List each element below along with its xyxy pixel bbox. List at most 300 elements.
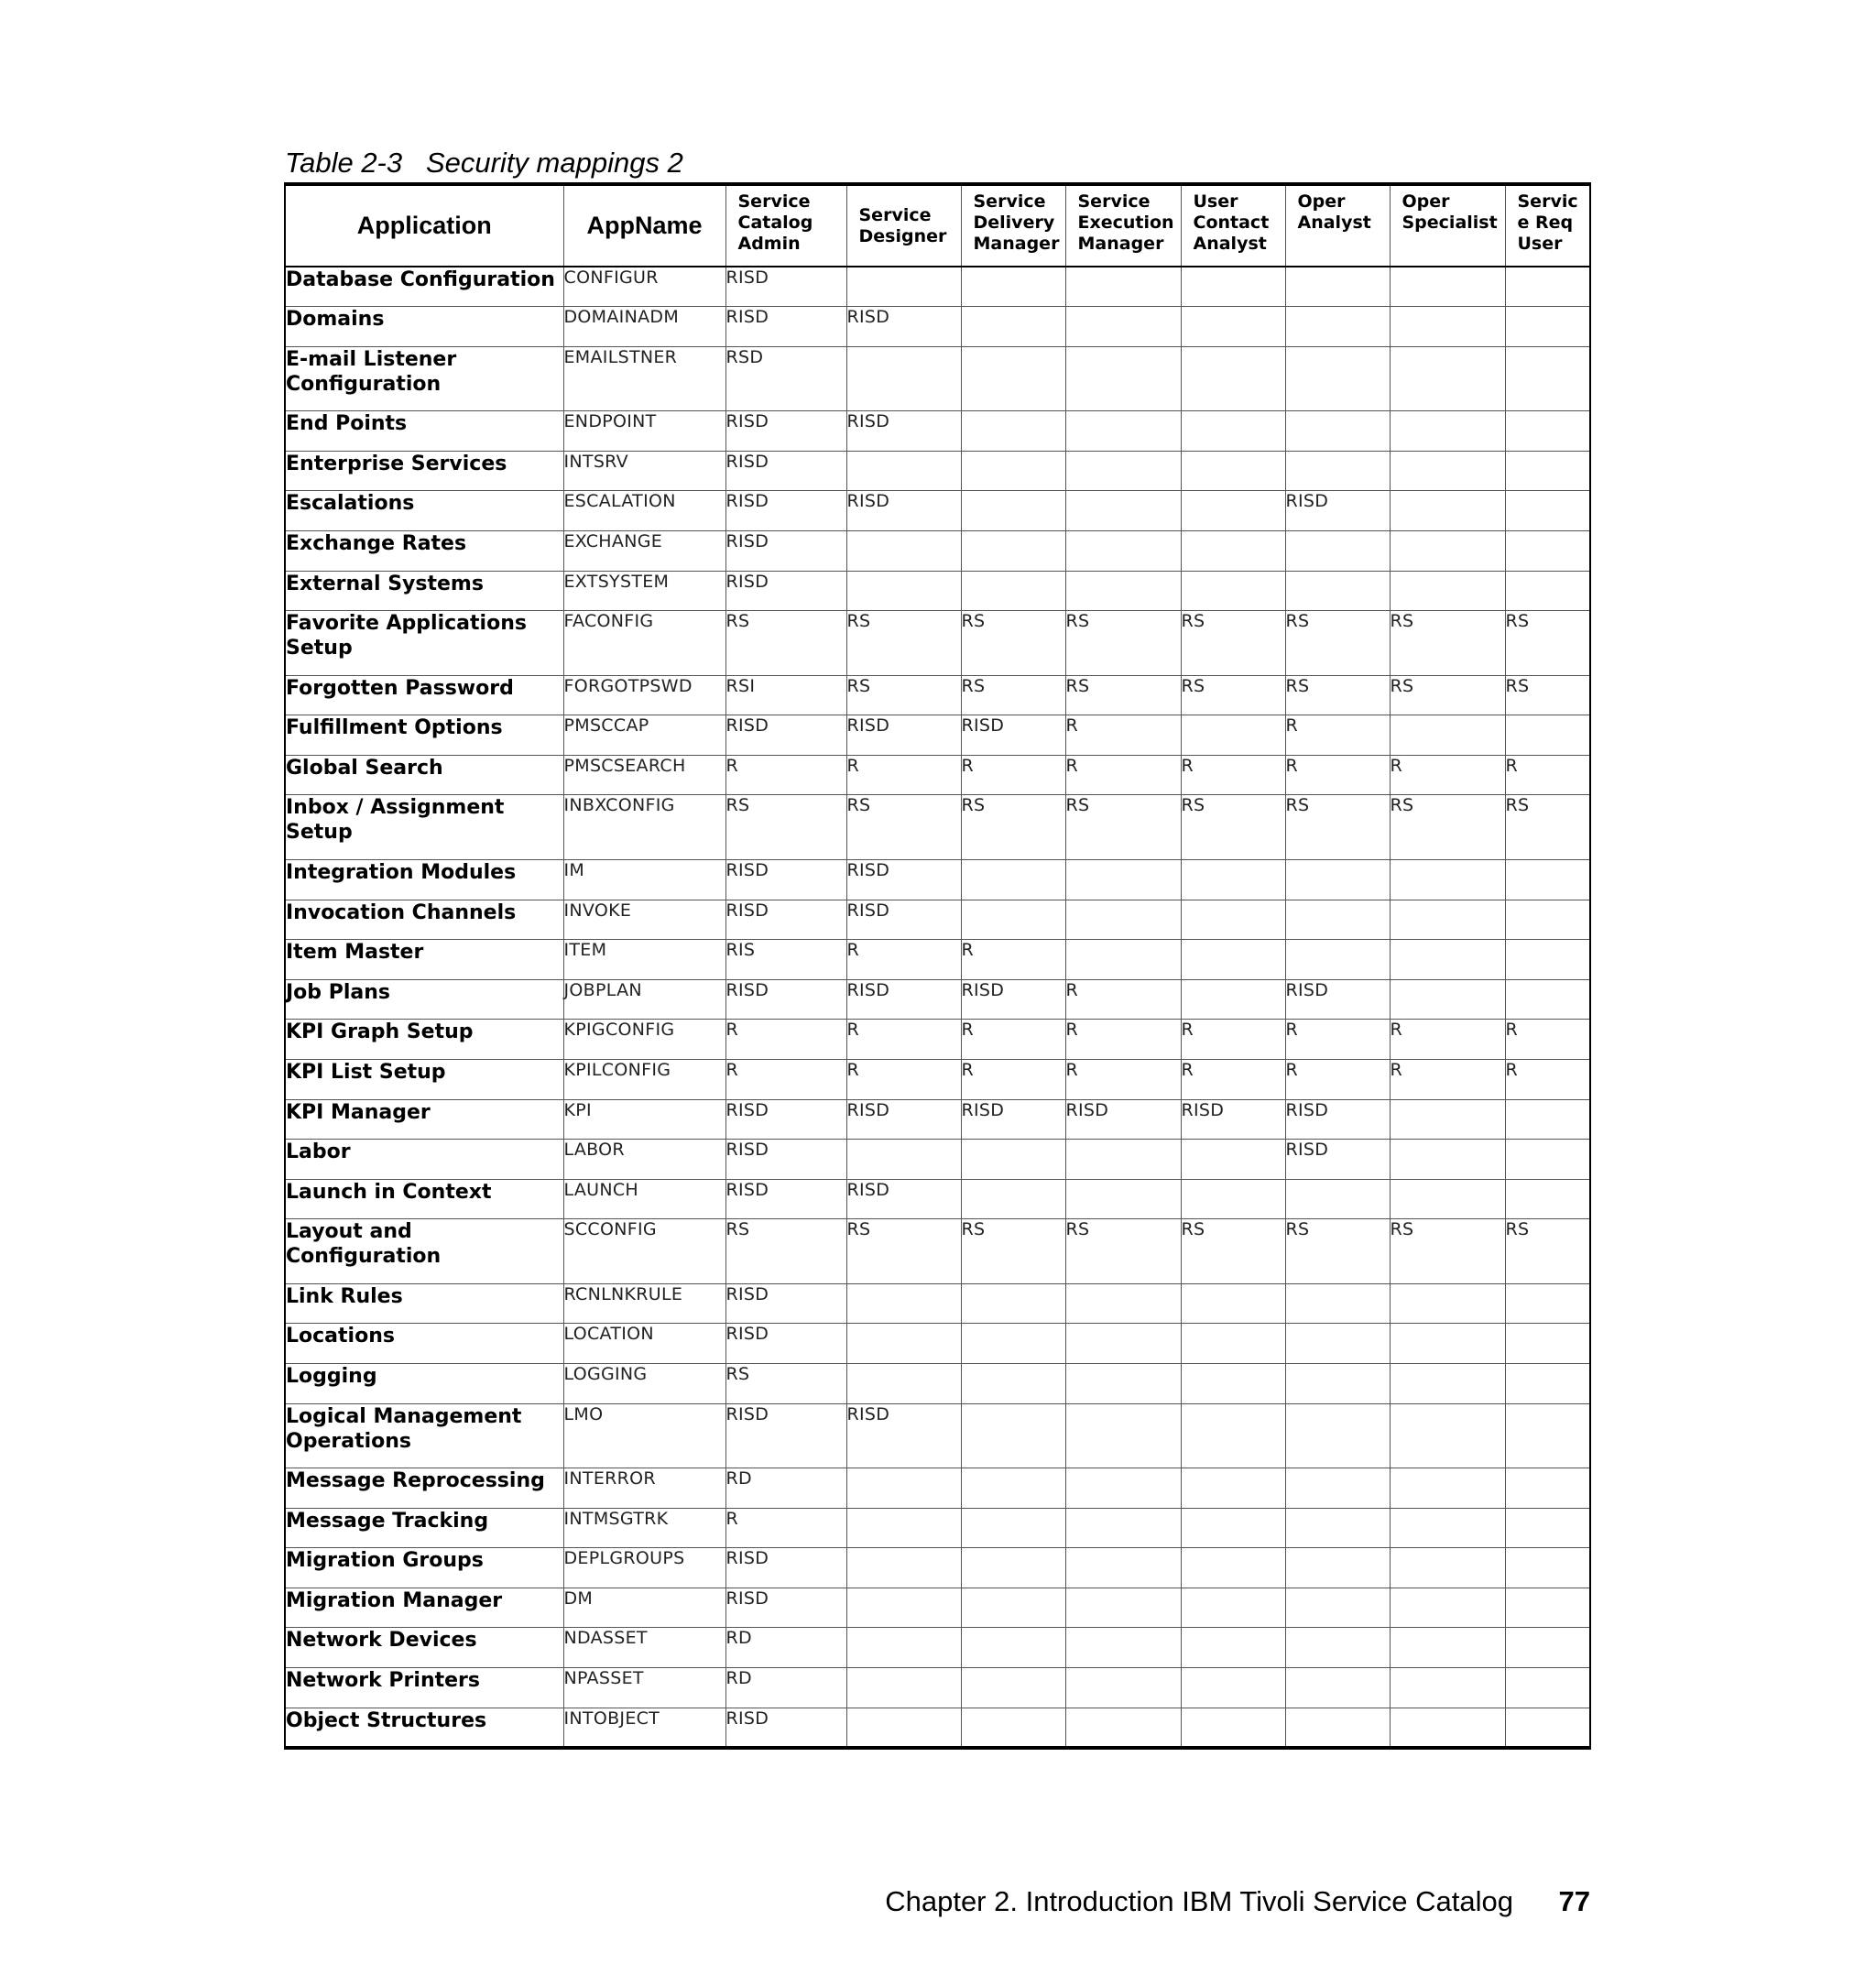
permission-cell (1390, 307, 1505, 347)
appname-cell: INTERROR (563, 1468, 725, 1509)
application-cell: Favorite Applications Setup (285, 611, 563, 676)
appname-cell: ENDPOINT (563, 411, 725, 452)
permission-cell (1505, 346, 1590, 411)
permission-cell: RS (1065, 1219, 1181, 1284)
permission-cell (1505, 859, 1590, 900)
permission-cell: RS (1181, 675, 1285, 715)
permission-cell (846, 1283, 961, 1324)
permission-cell (1065, 1324, 1181, 1364)
application-cell: Enterprise Services (285, 451, 563, 491)
header-service-execution-manager: Service Execution Manager (1065, 184, 1181, 267)
appname-cell: FORGOTPSWD (563, 675, 725, 715)
permission-cell (1505, 491, 1590, 531)
application-cell: Database Configuration (285, 267, 563, 307)
permission-cell (961, 1668, 1065, 1708)
table-row (285, 979, 1590, 1020)
application-cell: Launch in Context (285, 1179, 563, 1219)
permission-cell: R (1505, 755, 1590, 795)
permission-cell (1390, 940, 1505, 980)
permission-cell: RS (1181, 1219, 1285, 1284)
permission-cell (1285, 1628, 1390, 1668)
permission-cell (1285, 1588, 1390, 1628)
permission-cell (961, 411, 1065, 452)
permission-cell (1065, 1179, 1181, 1219)
appname-cell: LMO (563, 1403, 725, 1468)
permission-cell: RISD (725, 411, 846, 452)
permission-cell (1285, 307, 1390, 347)
permission-cell (1390, 1140, 1505, 1180)
permission-cell (1181, 451, 1285, 491)
permission-cell (961, 267, 1065, 307)
permission-cell: RD (725, 1468, 846, 1509)
permission-cell (1505, 1179, 1590, 1219)
permission-cell (846, 451, 961, 491)
permission-cell (961, 530, 1065, 571)
permission-cell: RS (1065, 611, 1181, 676)
permission-cell: RS (1181, 611, 1285, 676)
security-mappings-table (284, 182, 1591, 1750)
permission-cell (1390, 411, 1505, 452)
appname-cell: KPIGCONFIG (563, 1020, 725, 1060)
permission-cell: R (1505, 1020, 1590, 1060)
permission-cell (1065, 346, 1181, 411)
permission-cell: RS (1065, 795, 1181, 860)
permission-cell (1065, 859, 1181, 900)
permission-cell (1065, 1363, 1181, 1403)
permission-cell: RS (1285, 675, 1390, 715)
permission-cell: RISD (725, 979, 846, 1020)
permission-cell (1390, 1099, 1505, 1140)
application-cell: Link Rules (285, 1283, 563, 1324)
permission-cell (1390, 859, 1505, 900)
table-row (285, 1219, 1590, 1284)
header-service-req-user: Service Req User (1505, 184, 1590, 267)
table-row (285, 940, 1590, 980)
permission-cell: R (1285, 1020, 1390, 1060)
permission-cell: RISD (846, 979, 961, 1020)
permission-cell (1285, 530, 1390, 571)
permission-cell: RISD (846, 715, 961, 756)
permission-cell: R (1285, 715, 1390, 756)
permission-cell (1285, 859, 1390, 900)
permission-cell: R (1181, 1059, 1285, 1099)
table-row (285, 307, 1590, 347)
permission-cell: RISD (725, 530, 846, 571)
permission-cell (1285, 1403, 1390, 1468)
permission-cell (1505, 267, 1590, 307)
permission-cell: RS (1390, 1219, 1505, 1284)
page-footer (0, 1885, 1876, 1922)
application-cell: Message Reprocessing (285, 1468, 563, 1509)
application-cell: E-mail Listener Configuration (285, 346, 563, 411)
permission-cell: RISD (725, 571, 846, 611)
table-row (285, 1020, 1590, 1060)
footer-chapter-title: Chapter 2. Introduction IBM Tivoli Service Catalog (885, 1885, 1513, 1917)
permission-cell: RISD (961, 1099, 1065, 1140)
table-row (285, 1059, 1590, 1099)
permission-cell: R (725, 1508, 846, 1548)
permission-cell (1505, 1140, 1590, 1180)
application-cell: Exchange Rates (285, 530, 563, 571)
permission-cell (961, 1283, 1065, 1324)
permission-cell (1505, 307, 1590, 347)
permission-cell (1181, 491, 1285, 531)
application-cell: Fulfillment Options (285, 715, 563, 756)
permission-cell (1181, 1179, 1285, 1219)
application-cell: External Systems (285, 571, 563, 611)
permission-cell: R (1285, 1059, 1390, 1099)
table-row (285, 1179, 1590, 1219)
permission-cell (1285, 900, 1390, 940)
appname-cell: SCCONFIG (563, 1219, 725, 1284)
permission-cell (846, 1468, 961, 1509)
header-application: Application (285, 184, 563, 267)
permission-cell: RS (846, 795, 961, 860)
permission-cell (1505, 1668, 1590, 1708)
appname-cell: KPILCONFIG (563, 1059, 725, 1099)
table-row (285, 411, 1590, 452)
permission-cell (1181, 411, 1285, 452)
permission-cell (1285, 1508, 1390, 1548)
application-cell: Layout and Configuration (285, 1219, 563, 1284)
header-appname: AppName (563, 184, 725, 267)
appname-cell: RCNLNKRULE (563, 1283, 725, 1324)
permission-cell (1285, 1668, 1390, 1708)
permission-cell (1285, 1363, 1390, 1403)
permission-cell (846, 1668, 961, 1708)
permission-cell: RS (1505, 611, 1590, 676)
permission-cell: RISD (846, 1403, 961, 1468)
permission-cell (846, 346, 961, 411)
permission-cell: RS (961, 795, 1065, 860)
permission-cell (1065, 267, 1181, 307)
appname-cell: EXTSYSTEM (563, 571, 725, 611)
permission-cell: RISD (725, 1179, 846, 1219)
permission-cell: RISD (1181, 1099, 1285, 1140)
permission-cell (961, 1628, 1065, 1668)
permission-cell (1181, 1708, 1285, 1748)
application-cell: Network Printers (285, 1668, 563, 1708)
permission-cell (1390, 1508, 1505, 1548)
table-row (285, 795, 1590, 860)
appname-cell: NDASSET (563, 1628, 725, 1668)
table-row (285, 1283, 1590, 1324)
permission-cell: R (1505, 1059, 1590, 1099)
application-cell: KPI Graph Setup (285, 1020, 563, 1060)
permission-cell (1390, 1668, 1505, 1708)
permission-cell: R (1065, 1059, 1181, 1099)
permission-cell (1181, 1363, 1285, 1403)
permission-cell (1505, 411, 1590, 452)
table-row (285, 571, 1590, 611)
permission-cell (961, 1468, 1065, 1509)
permission-cell (1181, 940, 1285, 980)
appname-cell: DEPLGROUPS (563, 1548, 725, 1588)
permission-cell: RISD (725, 1140, 846, 1180)
permission-cell (961, 1179, 1065, 1219)
permission-cell (1505, 940, 1590, 980)
permission-cell (961, 1588, 1065, 1628)
permission-cell (961, 491, 1065, 531)
application-cell: Logical Management Operations (285, 1403, 563, 1468)
permission-cell (1390, 715, 1505, 756)
appname-cell: DM (563, 1588, 725, 1628)
permission-cell: RISD (1065, 1099, 1181, 1140)
permission-cell (1505, 1588, 1590, 1628)
permission-cell (1065, 1668, 1181, 1708)
permission-cell (1181, 530, 1285, 571)
permission-cell (1390, 1548, 1505, 1588)
application-cell: Inbox / Assignment Setup (285, 795, 563, 860)
permission-cell (1390, 900, 1505, 940)
permission-cell (1065, 411, 1181, 452)
permission-cell: RISD (725, 1588, 846, 1628)
permission-cell: RISD (725, 451, 846, 491)
application-cell: Labor (285, 1140, 563, 1180)
permission-cell: RISD (846, 491, 961, 531)
permission-cell: RISD (725, 900, 846, 940)
table-row (285, 530, 1590, 571)
appname-cell: KPI (563, 1099, 725, 1140)
header-oper-analyst: Oper Analyst (1285, 184, 1390, 267)
permission-cell (1285, 1179, 1390, 1219)
permission-cell: R (1285, 755, 1390, 795)
permission-cell (1505, 1403, 1590, 1468)
permission-cell: R (846, 940, 961, 980)
permission-cell (1181, 1508, 1285, 1548)
permission-cell (1505, 1363, 1590, 1403)
permission-cell (846, 1508, 961, 1548)
application-cell: End Points (285, 411, 563, 452)
table-row (285, 675, 1590, 715)
appname-cell: INTSRV (563, 451, 725, 491)
permission-cell (1181, 307, 1285, 347)
permission-cell (1285, 451, 1390, 491)
permission-cell (1390, 1588, 1505, 1628)
application-cell: Forgotten Password (285, 675, 563, 715)
permission-cell: RISD (1285, 491, 1390, 531)
permission-cell (1181, 1324, 1285, 1364)
permission-cell (961, 900, 1065, 940)
permission-cell: RISD (725, 1324, 846, 1364)
permission-cell (1181, 900, 1285, 940)
permission-cell: RS (846, 611, 961, 676)
appname-cell: IM (563, 859, 725, 900)
table-row (285, 1363, 1590, 1403)
permission-cell (1505, 900, 1590, 940)
permission-cell (1065, 307, 1181, 347)
permission-cell: RS (1285, 795, 1390, 860)
permission-cell (1390, 1403, 1505, 1468)
permission-cell (961, 1548, 1065, 1588)
appname-cell: CONFIGUR (563, 267, 725, 307)
table-row (285, 1508, 1590, 1548)
table-row (285, 1548, 1590, 1588)
permission-cell: R (1065, 755, 1181, 795)
appname-cell: LABOR (563, 1140, 725, 1180)
application-cell: Logging (285, 1363, 563, 1403)
header-service-delivery-manager: Service Delivery Manager (961, 184, 1065, 267)
application-cell: Escalations (285, 491, 563, 531)
permission-cell (1065, 1403, 1181, 1468)
permission-cell: RISD (725, 859, 846, 900)
permission-cell (1390, 1363, 1505, 1403)
permission-cell (1390, 346, 1505, 411)
permission-cell (1065, 1283, 1181, 1324)
permission-cell: RS (725, 1363, 846, 1403)
appname-cell: LOCATION (563, 1324, 725, 1364)
permission-cell: RIS (725, 940, 846, 980)
permission-cell (1285, 1548, 1390, 1588)
permission-cell: RS (1390, 675, 1505, 715)
table-row (285, 1403, 1590, 1468)
permission-cell (961, 1324, 1065, 1364)
table-row (285, 451, 1590, 491)
permission-cell (1390, 1628, 1505, 1668)
permission-cell (1390, 571, 1505, 611)
permission-cell (1181, 267, 1285, 307)
application-cell: Invocation Channels (285, 900, 563, 940)
appname-cell: ITEM (563, 940, 725, 980)
permission-cell: R (725, 1020, 846, 1060)
table-row (285, 1468, 1590, 1509)
application-cell: KPI Manager (285, 1099, 563, 1140)
permission-cell (1285, 571, 1390, 611)
permission-cell: RS (1390, 611, 1505, 676)
permission-cell: RS (961, 611, 1065, 676)
permission-cell (1285, 346, 1390, 411)
application-cell: Item Master (285, 940, 563, 980)
permission-cell: RISD (725, 1403, 846, 1468)
permission-cell: R (1390, 1020, 1505, 1060)
appname-cell: JOBPLAN (563, 979, 725, 1020)
permission-cell: R (1065, 715, 1181, 756)
permission-cell (1285, 1324, 1390, 1364)
table-row (285, 755, 1590, 795)
permission-cell: RS (725, 611, 846, 676)
table-caption: Table 2-3 Security mappings 2 (285, 147, 683, 179)
header-user-contact-analyst: User Contact Analyst (1181, 184, 1285, 267)
application-cell: Migration Manager (285, 1588, 563, 1628)
permission-cell (1505, 715, 1590, 756)
table-row (285, 859, 1590, 900)
permission-cell: RS (1390, 795, 1505, 860)
permission-cell: R (961, 755, 1065, 795)
appname-cell: INTOBJECT (563, 1708, 725, 1748)
permission-cell: RSI (725, 675, 846, 715)
permission-cell (961, 859, 1065, 900)
permission-cell (1390, 530, 1505, 571)
permission-cell (1065, 1508, 1181, 1548)
permission-cell (846, 1588, 961, 1628)
table-row (285, 1668, 1590, 1708)
permission-cell (846, 1628, 961, 1668)
permission-cell (961, 1363, 1065, 1403)
table-row (285, 1324, 1590, 1364)
permission-cell (846, 530, 961, 571)
permission-cell (1285, 1468, 1390, 1509)
permission-cell (1181, 1668, 1285, 1708)
permission-cell (1065, 530, 1181, 571)
permission-cell (1181, 1628, 1285, 1668)
application-cell: Object Structures (285, 1708, 563, 1748)
permission-cell (846, 1548, 961, 1588)
application-cell: Network Devices (285, 1628, 563, 1668)
permission-cell: RISD (1285, 1099, 1390, 1140)
permission-cell (1285, 1708, 1390, 1748)
appname-cell: PMSCCAP (563, 715, 725, 756)
permission-cell (1505, 1324, 1590, 1364)
header-oper-specialist: Oper Specialist (1390, 184, 1505, 267)
table-row (285, 1140, 1590, 1180)
permission-cell (1505, 451, 1590, 491)
header-service-designer: Service Designer (846, 184, 961, 267)
permission-cell (1505, 1628, 1590, 1668)
permission-cell: RISD (725, 1099, 846, 1140)
permission-cell (1505, 1099, 1590, 1140)
permission-cell (1065, 1708, 1181, 1748)
permission-cell: R (1390, 1059, 1505, 1099)
permission-cell: R (725, 1059, 846, 1099)
permission-cell (961, 1508, 1065, 1548)
permission-cell (1390, 491, 1505, 531)
appname-cell: INVOKE (563, 900, 725, 940)
permission-cell: R (846, 1059, 961, 1099)
application-cell: Domains (285, 307, 563, 347)
appname-cell: FACONFIG (563, 611, 725, 676)
application-cell: Integration Modules (285, 859, 563, 900)
appname-cell: EMAILSTNER (563, 346, 725, 411)
permission-cell: RISD (1285, 979, 1390, 1020)
permission-cell (1505, 1548, 1590, 1588)
permission-cell (1065, 1548, 1181, 1588)
application-cell: Migration Groups (285, 1548, 563, 1588)
permission-cell: RISD (725, 1283, 846, 1324)
appname-cell: DOMAINADM (563, 307, 725, 347)
permission-cell (1390, 1179, 1505, 1219)
permission-cell: RS (1505, 795, 1590, 860)
permission-cell: RISD (725, 267, 846, 307)
permission-cell: RS (846, 1219, 961, 1284)
permission-cell (1065, 491, 1181, 531)
permission-cell: RISD (1285, 1140, 1390, 1180)
permission-cell: RS (961, 675, 1065, 715)
appname-cell: LOGGING (563, 1363, 725, 1403)
permission-cell (1505, 1708, 1590, 1748)
permission-cell (1285, 267, 1390, 307)
permission-cell (1505, 1283, 1590, 1324)
permission-cell (1181, 979, 1285, 1020)
table-row (285, 491, 1590, 531)
table-row (285, 1708, 1590, 1748)
permission-cell (1505, 979, 1590, 1020)
permission-cell: RISD (846, 1179, 961, 1219)
permission-cell (1181, 1468, 1285, 1509)
permission-cell (1181, 346, 1285, 411)
permission-cell: RISD (725, 307, 846, 347)
permission-cell (1505, 571, 1590, 611)
permission-cell (1505, 530, 1590, 571)
permission-cell (1181, 571, 1285, 611)
header-row (285, 184, 1590, 267)
permission-cell: RS (725, 1219, 846, 1284)
permission-cell (846, 1324, 961, 1364)
permission-cell: RISD (725, 1548, 846, 1588)
application-cell: KPI List Setup (285, 1059, 563, 1099)
table-row (285, 611, 1590, 676)
appname-cell: NPASSET (563, 1668, 725, 1708)
permission-cell: R (961, 940, 1065, 980)
